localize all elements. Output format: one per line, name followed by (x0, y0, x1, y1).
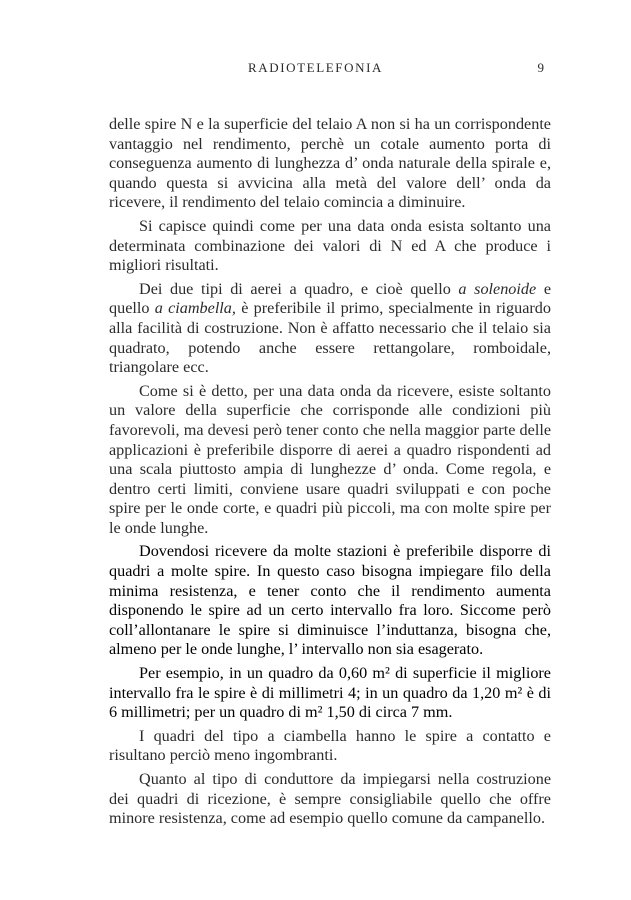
paragraph-8: Quanto al tipo di conduttore da impiegarsi nella costruzione dei quadri di ricezione, è sempre consigliabile quello che offre minore resistenza, come ad esempio quello comune da campanello. (109, 770, 551, 828)
body-text (109, 115, 551, 833)
italic-term-solenoide: a solenoide (458, 279, 537, 298)
paragraph-2: Si capisce quindi come per una data onda esista soltanto una determinata combinazione dei valori di N ed A che produce i migliori risultati. (109, 216, 551, 275)
paragraph-3-middle: e quello (109, 279, 551, 318)
paragraph-1: delle spire N e la superficie del telaio A non si ha un corrispondente vantaggio nel rendimento, perchè un cotale aumento porta di conseguenza aumento di lunghezza d’ onda naturale della spirale e, quando questa si avvicina alla metà del valore dell’ onda da ricevere, il rendimento del telaio comincia a diminuire. (109, 115, 551, 212)
paragraph-7: I quadri del tipo a ciambella hanno le spire a contatto e risultano perciò meno ingombranti. (109, 726, 551, 765)
paragraph-6: Per esempio, in un quadro da 0,60 m² di superficie il migliore intervallo fra le spire è di millimetri 4; in un quadro da 1,20 m² è di 6 millimetri; per un quadro di m² 1,50 di circa 7 mm. (109, 664, 551, 722)
paragraph-3-start: Dei due tipi di aerei a quadro, e cioè quello (139, 279, 459, 298)
paragraph-5: Dovendosi ricevere da molte stazioni è preferibile disporre di quadri a molte spire. In questo caso bisogna impiegare filo della minima resistenza, e tener conto che il rendimento aumenta disponendo le spire ad un certo intervallo fra loro. Siccome però coll’allontanare le spire si diminuisce l’induttanza, bisogna che, almeno per le onde lunghe, l’ intervallo non sia esagerato. (109, 542, 551, 659)
paragraph-4: Come si è detto, per una data onda da ricevere, esiste soltanto un valore della superficie che corrisponde alle condizioni più favorevoli, ma devesi però tener conto che nella maggior parte delle applicazioni è preferibile disporre di aerei a quadro rispondenti ad una scala piuttosto ampia di lunghezze d’ onda. Come regola, e dentro certi limiti, conviene usare quadri sviluppati e con poche spire per le onde corte, e quadri più piccoli, ma con molte spire per le onde lunghe. (109, 381, 551, 537)
running-header (0, 58, 631, 78)
italic-term-ciambella: a ciambella, (154, 299, 236, 318)
paragraph-3-end: è preferibile il primo, specialmente in riguardo alla facilità di costruzione. Non è affatto necessario che il telaio sia quadrato, potendo anche essere rettangolare, romboidale, triangolare ecc. (109, 299, 551, 377)
page-number: 9 (537, 60, 544, 75)
running-title: RADIOTELEFONIA (247, 60, 384, 75)
paragraph-3 (109, 280, 551, 378)
